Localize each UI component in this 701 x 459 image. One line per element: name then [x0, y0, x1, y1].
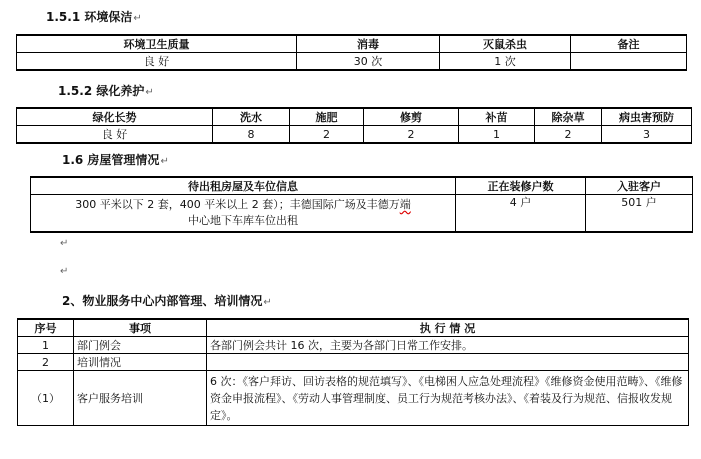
table-cell: 1 [459, 126, 535, 144]
table-row [17, 53, 687, 71]
section-heading-1-5-1 [46, 8, 142, 25]
table-cell: 8 [213, 126, 290, 144]
section-heading-2 [62, 292, 272, 309]
item-cell: 部门例会 [74, 337, 207, 354]
spellcheck-flagged-text: 端 [399, 198, 411, 211]
header-cell: 环境卫生质量 [17, 35, 297, 53]
rental-info-cell [31, 195, 456, 233]
table-header-row [17, 108, 692, 126]
item-cell: 培训情况 [74, 354, 207, 371]
section-title: 2、物业服务中心内部管理、培训情况 [62, 294, 263, 308]
table-row [17, 126, 692, 144]
header-cell: 补苗 [459, 108, 535, 126]
header-cell: 备注 [571, 35, 687, 53]
table-cell: 良 好 [17, 53, 297, 71]
paragraph-mark: ↵ [160, 156, 169, 167]
header-cell: 灭鼠杀虫 [440, 35, 571, 53]
header-cell: 入驻客户 [586, 177, 693, 195]
table-cell: 1 次 [440, 53, 571, 71]
header-cell: 洗水 [213, 108, 290, 126]
greening-table [16, 107, 692, 144]
section-title: 1.5.1 环境保洁 [46, 10, 133, 24]
header-cell: 消毒 [297, 35, 440, 53]
table-cell: 30 次 [297, 53, 440, 71]
detail-cell: 各部门例会共计 16 次，主要为各部门日常工作安排。 [207, 337, 689, 354]
residents-count-cell: 501 户 [586, 195, 693, 233]
table-header-row [18, 319, 689, 337]
table-cell: 2 [535, 126, 602, 144]
housing-table [30, 176, 693, 233]
header-cell: 待出租房屋及车位信息 [31, 177, 456, 195]
section-heading-1-6 [62, 151, 169, 168]
section-title: 1.5.2 绿化养护 [58, 84, 145, 98]
table-row [18, 354, 689, 371]
paragraph-mark: ↵ [145, 87, 154, 98]
item-cell: 客户服务培训 [74, 371, 207, 426]
paragraph-mark: ↵ [60, 266, 69, 277]
management-table [17, 318, 689, 426]
table-header-row [31, 177, 693, 195]
table-cell: 2 [290, 126, 364, 144]
detail-cell: 6 次：《客户拜访、回访表格的规范填写》、《电梯困人应急处理流程》《维修资金使用范畴》、《维修资金申报流程》、《劳动人事管理制度、员工行为规范考核办法》、《着装及行为规范、信报收发规定》。 [207, 371, 689, 426]
header-cell: 执 行 情 况 [207, 319, 689, 337]
table-header-row [17, 35, 687, 53]
table-cell: 3 [602, 126, 692, 144]
table-cell [571, 53, 687, 71]
header-cell: 绿化长势 [17, 108, 213, 126]
header-cell: 修剪 [364, 108, 459, 126]
section-title: 1.6 房屋管理情况 [62, 153, 160, 167]
paragraph-mark: ↵ [263, 297, 272, 308]
header-cell: 事项 [74, 319, 207, 337]
table-row [18, 337, 689, 354]
row-number-cell: （1） [18, 371, 74, 426]
table-cell: 2 [364, 126, 459, 144]
environment-table [16, 34, 687, 71]
header-cell: 正在装修户数 [456, 177, 586, 195]
table-cell: 良 好 [17, 126, 213, 144]
paragraph-mark: ↵ [60, 238, 69, 249]
rental-info-line: 300 平米以下 2 套，400 平米以上 2 套）；丰德国际广场及丰德万端 [75, 198, 411, 211]
header-cell: 序号 [18, 319, 74, 337]
row-number-cell: 2 [18, 354, 74, 371]
table-row [18, 371, 689, 426]
header-cell: 病虫害预防 [602, 108, 692, 126]
header-cell: 除杂草 [535, 108, 602, 126]
row-number-cell: 1 [18, 337, 74, 354]
rental-info-line: 中心地下车库车位出租 [188, 214, 298, 227]
detail-cell [207, 354, 689, 371]
section-heading-1-5-2 [58, 82, 154, 99]
paragraph-mark: ↵ [133, 13, 142, 24]
table-row [31, 195, 693, 233]
header-cell: 施肥 [290, 108, 364, 126]
renovating-count-cell: 4 户 [456, 195, 586, 233]
